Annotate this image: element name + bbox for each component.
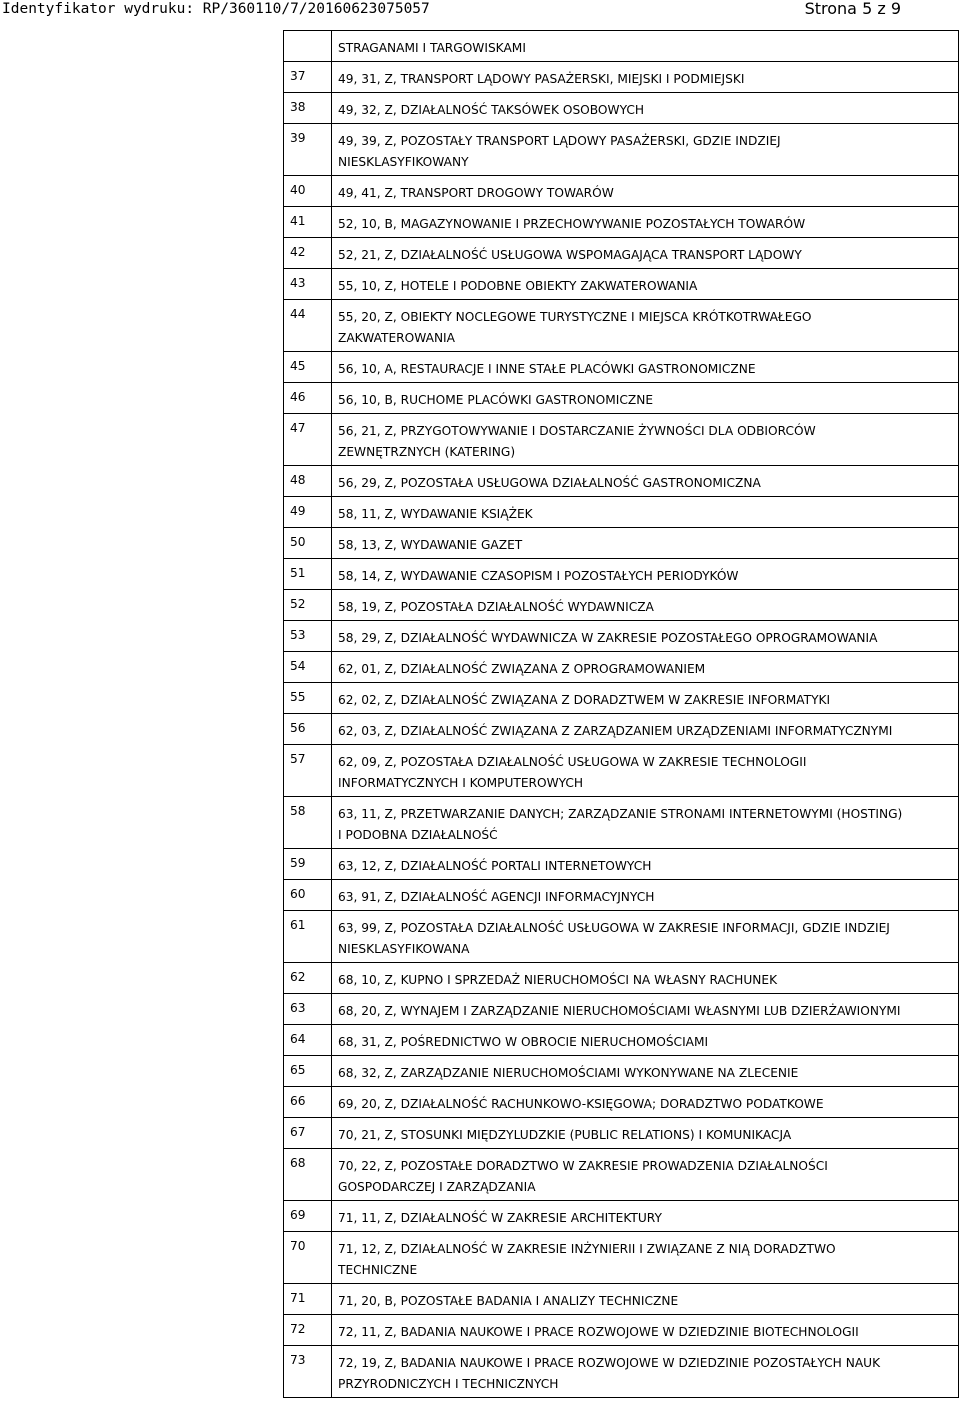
row-description xyxy=(332,93,959,124)
print-identifier: Identyfikator wydruku: RP/360110/7/20160623075057 xyxy=(2,1,430,17)
table-row xyxy=(284,880,959,911)
table-row xyxy=(284,62,959,93)
continuation-text: STRAGANAMI I TARGOWISKAMI xyxy=(338,41,526,55)
row-number: 66 xyxy=(284,1087,332,1118)
description-line: 70, 21, Z, STOSUNKI MIĘDZYLUDZKIE (PUBLIC RELATIONS) I KOMUNIKACJA xyxy=(338,1128,792,1142)
table-row xyxy=(284,849,959,880)
row-number: 58 xyxy=(284,797,332,849)
description-line: NIESKLASYFIKOWANA xyxy=(338,942,470,956)
description-line: 58, 13, Z, WYDAWANIE GAZET xyxy=(338,538,523,552)
row-number: 57 xyxy=(284,745,332,797)
description-line: 62, 02, Z, DZIAŁALNOŚĆ ZWIĄZANA Z DORADZTWEM W ZAKRESIE INFORMATYKI xyxy=(338,693,831,707)
description-line: 55, 20, Z, OBIEKTY NOCLEGOWE TURYSTYCZNE I MIEJSCA KRÓTKOTRWAŁEGO xyxy=(338,310,812,324)
table-row xyxy=(284,497,959,528)
table-row xyxy=(284,352,959,383)
description-line: 49, 39, Z, POZOSTAŁY TRANSPORT LĄDOWY PASAŻERSKI, GDZIE INDZIEJ xyxy=(338,134,781,148)
table-row xyxy=(284,590,959,621)
row-number: 45 xyxy=(284,352,332,383)
description-line: TECHNICZNE xyxy=(338,1263,418,1277)
description-line: 72, 11, Z, BADANIA NAUKOWE I PRACE ROZWOJOWE W DZIEDZINIE BIOTECHNOLOGII xyxy=(338,1325,859,1339)
row-description xyxy=(332,559,959,590)
description-line: GOSPODARCZEJ I ZARZĄDZANIA xyxy=(338,1180,536,1194)
row-number: 54 xyxy=(284,652,332,683)
description-line: 72, 19, Z, BADANIA NAUKOWE I PRACE ROZWOJOWE W DZIEDZINIE POZOSTAŁYCH NAUK xyxy=(338,1356,881,1370)
row-number: 60 xyxy=(284,880,332,911)
row-description xyxy=(332,652,959,683)
row-number: 53 xyxy=(284,621,332,652)
table-row xyxy=(284,528,959,559)
description-line: 52, 10, B, MAGAZYNOWANIE I PRZECHOWYWANIE POZOSTAŁYCH TOWARÓW xyxy=(338,217,806,231)
row-number: 52 xyxy=(284,590,332,621)
row-number: 48 xyxy=(284,466,332,497)
row-description xyxy=(332,238,959,269)
table-row xyxy=(284,1284,959,1315)
table-row xyxy=(284,1087,959,1118)
description-line: NIESKLASYFIKOWANY xyxy=(338,155,469,169)
row-text-cell xyxy=(332,31,959,62)
description-line: 58, 29, Z, DZIAŁALNOŚĆ WYDAWNICZA W ZAKRESIE POZOSTAŁEGO OPROGRAMOWANIA xyxy=(338,631,878,645)
table-row xyxy=(284,1025,959,1056)
description-line: 63, 11, Z, PRZETWARZANIE DANYCH; ZARZĄDZANIE STRONAMI INTERNETOWYMI (HOSTING) xyxy=(338,807,903,821)
row-description xyxy=(332,383,959,414)
description-line: 52, 21, Z, DZIAŁALNOŚĆ USŁUGOWA WSPOMAGAJĄCA TRANSPORT LĄDOWY xyxy=(338,248,802,262)
description-line: ZEWNĘTRZNYCH (KATERING) xyxy=(338,445,516,459)
description-line: 56, 21, Z, PRZYGOTOWYWANIE I DOSTARCZANIE ŻYWNOŚCI DLA ODBIORCÓW xyxy=(338,424,816,438)
description-line: 68, 10, Z, KUPNO I SPRZEDAŻ NIERUCHOMOŚCI NA WŁASNY RACHUNEK xyxy=(338,973,778,987)
table-row xyxy=(284,621,959,652)
row-number: 50 xyxy=(284,528,332,559)
description-line: 56, 10, B, RUCHOME PLACÓWKI GASTRONOMICZNE xyxy=(338,393,654,407)
row-description xyxy=(332,528,959,559)
table-row xyxy=(284,1315,959,1346)
row-description xyxy=(332,414,959,466)
description-line: 58, 14, Z, WYDAWANIE CZASOPISM I POZOSTAŁYCH PERIODYKÓW xyxy=(338,569,739,583)
row-number: 73 xyxy=(284,1346,332,1398)
row-description xyxy=(332,714,959,745)
row-description xyxy=(332,1315,959,1346)
row-description xyxy=(332,1118,959,1149)
table-row xyxy=(284,300,959,352)
row-number: 37 xyxy=(284,62,332,93)
description-line: INFORMATYCZNYCH I KOMPUTEROWYCH xyxy=(338,776,584,790)
row-number: 70 xyxy=(284,1232,332,1284)
description-line: 56, 10, A, RESTAURACJE I INNE STAŁE PLACÓWKI GASTRONOMICZNE xyxy=(338,362,756,376)
row-number: 69 xyxy=(284,1201,332,1232)
row-description xyxy=(332,300,959,352)
description-line: 68, 20, Z, WYNAJEM I ZARZĄDZANIE NIERUCHOMOŚCIAMI WŁASNYMI LUB DZIERŻAWIONYMI xyxy=(338,1004,901,1018)
description-line: 56, 29, Z, POZOSTAŁA USŁUGOWA DZIAŁALNOŚĆ GASTRONOMICZNA xyxy=(338,476,761,490)
row-number: 39 xyxy=(284,124,332,176)
row-description xyxy=(332,62,959,93)
table-row xyxy=(284,745,959,797)
description-line: 55, 10, Z, HOTELE I PODOBNE OBIEKTY ZAKWATEROWANIA xyxy=(338,279,698,293)
description-line: 63, 99, Z, POZOSTAŁA DZIAŁALNOŚĆ USŁUGOWA W ZAKRESIE INFORMACJI, GDZIE INDZIEJ xyxy=(338,921,890,935)
description-line: 49, 41, Z, TRANSPORT DROGOWY TOWARÓW xyxy=(338,186,614,200)
row-number: 65 xyxy=(284,1056,332,1087)
description-line: 71, 11, Z, DZIAŁALNOŚĆ W ZAKRESIE ARCHITEKTURY xyxy=(338,1211,662,1225)
table-row xyxy=(284,797,959,849)
pkd-table xyxy=(283,30,959,1398)
description-line: 58, 19, Z, POZOSTAŁA DZIAŁALNOŚĆ WYDAWNICZA xyxy=(338,600,654,614)
row-description xyxy=(332,880,959,911)
table-row xyxy=(284,1149,959,1201)
description-line: 70, 22, Z, POZOSTAŁE DORADZTWO W ZAKRESIE PROWADZENIA DZIAŁALNOŚCI xyxy=(338,1159,828,1173)
row-number: 43 xyxy=(284,269,332,300)
row-number: 56 xyxy=(284,714,332,745)
row-description xyxy=(332,352,959,383)
description-line: 62, 03, Z, DZIAŁALNOŚĆ ZWIĄZANA Z ZARZĄDZANIEM URZĄDZENIAMI INFORMATYCZNYMI xyxy=(338,724,893,738)
table-row xyxy=(284,714,959,745)
row-description xyxy=(332,1346,959,1398)
table-row xyxy=(284,124,959,176)
row-description xyxy=(332,590,959,621)
row-description xyxy=(332,849,959,880)
row-number-cell xyxy=(284,31,332,62)
description-line: PRZYRODNICZYCH I TECHNICZNYCH xyxy=(338,1377,559,1391)
table-row xyxy=(284,911,959,963)
row-number: 67 xyxy=(284,1118,332,1149)
row-number: 62 xyxy=(284,963,332,994)
description-line: 69, 20, Z, DZIAŁALNOŚĆ RACHUNKOWO-KSIĘGOWA; DORADZTWO PODATKOWE xyxy=(338,1097,824,1111)
description-line: ZAKWATEROWANIA xyxy=(338,331,455,345)
row-description xyxy=(332,1025,959,1056)
table-row xyxy=(284,466,959,497)
table-row xyxy=(284,559,959,590)
table-row xyxy=(284,176,959,207)
description-line: 68, 32, Z, ZARZĄDZANIE NIERUCHOMOŚCIAMI WYKONYWANE NA ZLECENIE xyxy=(338,1066,799,1080)
row-description xyxy=(332,1284,959,1315)
row-number: 59 xyxy=(284,849,332,880)
row-number: 61 xyxy=(284,911,332,963)
table-row xyxy=(284,207,959,238)
print-header xyxy=(0,0,960,20)
table-row xyxy=(284,683,959,714)
table-row xyxy=(284,1056,959,1087)
table-row xyxy=(284,238,959,269)
row-description xyxy=(332,797,959,849)
description-line: 63, 91, Z, DZIAŁALNOŚĆ AGENCJI INFORMACYJNYCH xyxy=(338,890,655,904)
row-description xyxy=(332,621,959,652)
table-row xyxy=(284,1201,959,1232)
row-description xyxy=(332,1056,959,1087)
row-description xyxy=(332,911,959,963)
row-number: 72 xyxy=(284,1315,332,1346)
description-line: 63, 12, Z, DZIAŁALNOŚĆ PORTALI INTERNETOWYCH xyxy=(338,859,652,873)
row-number: 41 xyxy=(284,207,332,238)
row-description xyxy=(332,1201,959,1232)
table-row xyxy=(284,414,959,466)
description-line: 62, 01, Z, DZIAŁALNOŚĆ ZWIĄZANA Z OPROGRAMOWANIEM xyxy=(338,662,706,676)
table-row xyxy=(284,1118,959,1149)
row-number: 47 xyxy=(284,414,332,466)
row-number: 44 xyxy=(284,300,332,352)
row-number: 49 xyxy=(284,497,332,528)
table-row xyxy=(284,1346,959,1398)
table-row xyxy=(284,652,959,683)
table-row xyxy=(284,383,959,414)
row-description xyxy=(332,683,959,714)
row-number: 46 xyxy=(284,383,332,414)
description-line: I PODOBNA DZIAŁALNOŚĆ xyxy=(338,828,498,842)
page-number: Strona 5 z 9 xyxy=(804,0,901,18)
row-description xyxy=(332,994,959,1025)
description-line: 62, 09, Z, POZOSTAŁA DZIAŁALNOŚĆ USŁUGOWA W ZAKRESIE TECHNOLOGII xyxy=(338,755,807,769)
row-description xyxy=(332,207,959,238)
table-row xyxy=(284,994,959,1025)
row-description xyxy=(332,1232,959,1284)
table-row xyxy=(284,1232,959,1284)
continuation-row xyxy=(284,31,959,62)
table-row xyxy=(284,963,959,994)
table-row xyxy=(284,93,959,124)
description-line: 58, 11, Z, WYDAWANIE KSIĄŻEK xyxy=(338,507,533,521)
row-description xyxy=(332,1087,959,1118)
row-number: 55 xyxy=(284,683,332,714)
row-number: 68 xyxy=(284,1149,332,1201)
pkd-table-body xyxy=(284,31,959,1398)
row-number: 51 xyxy=(284,559,332,590)
description-line: 68, 31, Z, POŚREDNICTWO W OBROCIE NIERUCHOMOŚCIAMI xyxy=(338,1035,709,1049)
row-description xyxy=(332,176,959,207)
row-number: 40 xyxy=(284,176,332,207)
description-line: 71, 20, B, POZOSTAŁE BADANIA I ANALIZY TECHNICZNE xyxy=(338,1294,679,1308)
description-line: 49, 31, Z, TRANSPORT LĄDOWY PASAŻERSKI, MIEJSKI I PODMIEJSKI xyxy=(338,72,745,86)
row-description xyxy=(332,745,959,797)
row-number: 63 xyxy=(284,994,332,1025)
row-description xyxy=(332,124,959,176)
description-line: 71, 12, Z, DZIAŁALNOŚĆ W ZAKRESIE INŻYNIERII I ZWIĄZANE Z NIĄ DORADZTWO xyxy=(338,1242,836,1256)
row-number: 71 xyxy=(284,1284,332,1315)
row-number: 64 xyxy=(284,1025,332,1056)
description-line: 49, 32, Z, DZIAŁALNOŚĆ TAKSÓWEK OSOBOWYCH xyxy=(338,103,645,117)
row-description xyxy=(332,269,959,300)
row-description xyxy=(332,466,959,497)
table-row xyxy=(284,269,959,300)
row-number: 38 xyxy=(284,93,332,124)
row-description xyxy=(332,497,959,528)
row-description xyxy=(332,963,959,994)
row-description xyxy=(332,1149,959,1201)
row-number: 42 xyxy=(284,238,332,269)
